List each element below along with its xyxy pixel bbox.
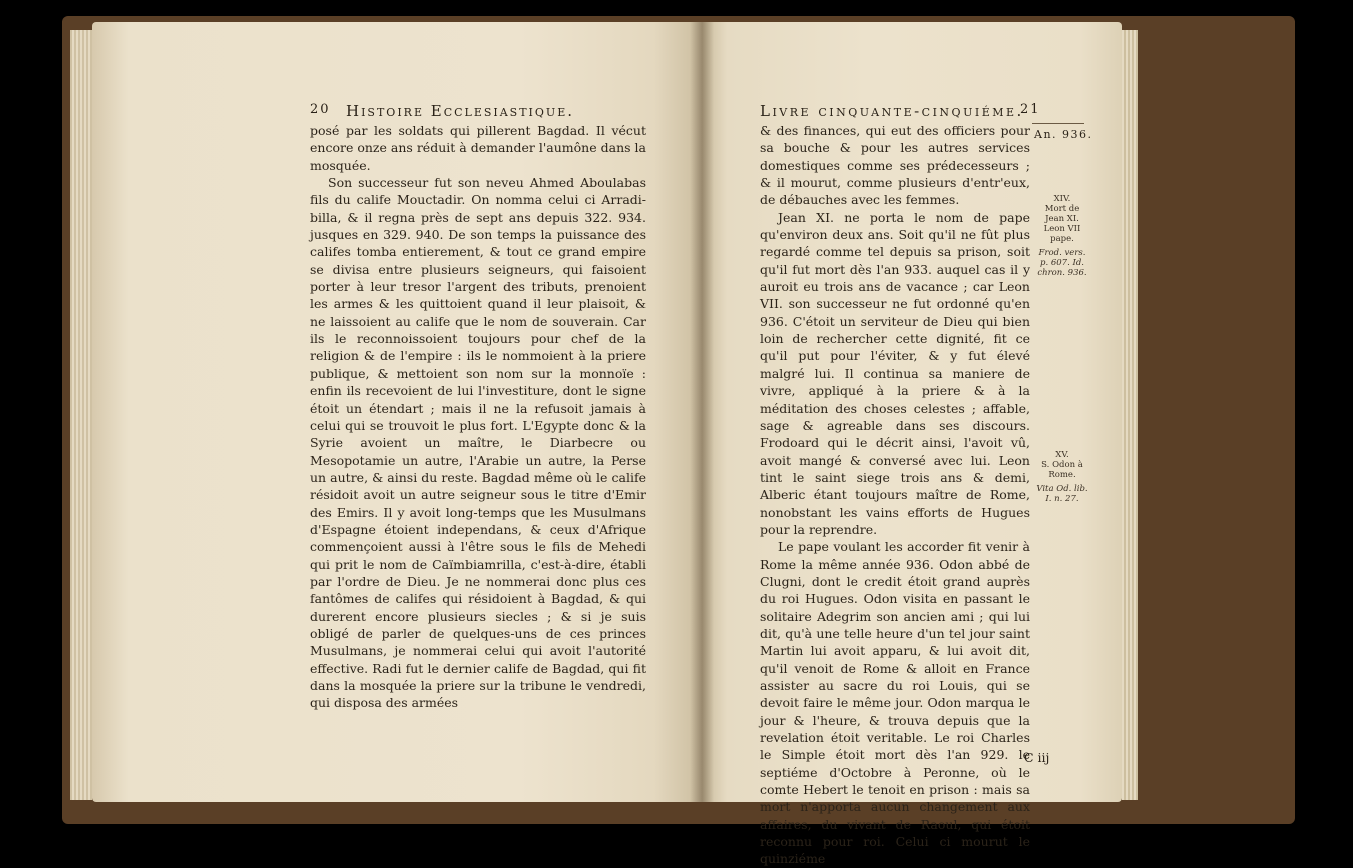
- right-folio: 21: [1020, 102, 1041, 117]
- left-paragraph-1: posé par les soldats qui pillerent Bagdad. Il vécut encore onze ans réduit à demander l'aumône dans la mosquée.: [310, 123, 646, 173]
- year-note: An. 936.: [1034, 128, 1093, 141]
- marginal-note-14-reference: Frod. vers. p. 607. Id. chron. 936.: [1037, 248, 1087, 278]
- right-body-text: [760, 122, 1030, 868]
- right-paragraph-2: Jean XI. ne porta le nom de pape qu'environ deux ans. Soit qu'il ne fût plus regardé comme tel depuis sa prison, soit qu'il fut mort dès l'an 933. auquel cas il y auroit eu trois ans de vacance ; car Leon VII. son successeur ne fut ordonné qu'en 936. C'étoit un serviteur de Dieu qui bien loin de rechercher cette dignité, fit ce qu'il put pour l'éviter, & y fut élevé malgré lui. Il continua sa maniere de vivre, appliqué à la priere & à la méditation des choses celestes ; affable, sage & agreable dans ses discours. Frodoard qui le décrit ainsi, l'avoit vû, avoit mangé & conversé avec lui. Leon tint le saint siege trois ans & demi, Alberic étant toujours maître de Rome, nonobstant les vains efforts de Hugues pour la reprendre.: [760, 209, 1030, 537]
- right-paragraph-1: & des finances, qui eut des officiers pour sa bouche & pour les autres services domestiques comme ses prédecesseurs ; & il mourut, comme plusieurs d'entr'eux, de débauches avec les femmes.: [760, 123, 1030, 208]
- marginal-note-15-reference: Vita Od. lib. I. n. 27.: [1036, 484, 1088, 504]
- right-page: [702, 22, 1122, 867]
- marginal-note-15-title: S. Odon à Rome.: [1041, 460, 1083, 480]
- left-paragraph-2: Son successeur fut son neveu Ahmed Aboulabas fils du calife Mouctadir. On nomma celui ci Arradi-billa, & il regna près de sept ans depuis 322. 934. jusques en 329. 940. De son temps la puissance des califes tomba entierement, & tout ce grand empire se divisa entre plusieurs seigneurs, qui faisoient porter à leur tresor l'argent des tributs, prenoient les armes & les quittoient quand il leur plaisoit, & ne laissoient au calife que le nom de souverain. Car ils le reconnoissoient toujours pour chef de la religion & de l'empire : ils le nommoient à la priere publique, & mettoient son nom sur la monnoïe : enfin ils recevoient de lui l'investiture, dont le signe étoit un étendart ; mais il ne la refusoit jamais à celui qui se trouvoit le plus fort. L'Egypte donc & la Syrie avoient un maître, le Diarbecre ou Mesopotamie un autre, l'Arabie un autre, la Perse un autre, & ainsi du reste. Bagdad même où le calife résidoit avoit un autre seigneur sous le titre d'Emir des Emirs. Il y avoit long-temps que les Musulmans d'Espagne étoient independans, & ceux d'Afrique commençoient aussi à l'être sous le fils de Mehedi qui prit le nom de Caïmbiamrilla, c'est-à-dire, établi par l'ordre de Dieu. Je ne nommerai donc plus ces fantômes de califes qui résidoient à Bagdad, & qui durerent encore plusieurs siecles ; & si je suis obligé de parler de quelques-uns de ces princes Musulmans, je nommerai celui qui avoit l'autorité effective. Radi fut le dernier calife de Bagdad, qui fit dans la mosquée la priere sur la tribune le vendredi, qui disposa des armées: [310, 175, 646, 711]
- left-running-head: Histoire Ecclesiastique.: [346, 102, 574, 120]
- marginal-note-15: [1036, 450, 1088, 504]
- marginal-note-14-title: Mort de Jean XI. Leon VII pape.: [1043, 204, 1081, 244]
- page-edges-right: [1122, 30, 1138, 800]
- marginal-note-14-number: XIV.: [1053, 194, 1071, 204]
- book-gutter: [690, 22, 714, 802]
- page-edges-left: [70, 30, 92, 800]
- marginal-note-14: [1036, 194, 1088, 278]
- right-running-head: Livre cinquante-cinquiéme.: [760, 102, 1024, 120]
- left-page: [92, 22, 702, 802]
- year-rule: [1032, 123, 1084, 124]
- left-folio: 20: [310, 102, 331, 117]
- signature-mark: C iij: [1024, 750, 1050, 765]
- right-paragraph-3: Le pape voulant les accorder fit venir à Rome la même année 936. Odon abbé de Clugni, dont le credit étoit grand auprès du roi Hugues. Odon visita en passant le solitaire Adegrim son ancien ami ; qui lui dit, qu'à une telle heure d'un tel jour saint Martin lui avoit apparu, & lui avoit dit, qu'il venoit de Rome & alloit en France assister au sacre du roi Louis, qui se devoit faire le même jour. Odon marqua le jour & l'heure, & trouva depuis que la revelation étoit veritable. Le roi Charles le Simple étoit mort dès l'an 929. le septiéme d'Octobre à Peronne, où le comte Hebert le tenoit en prison : mais sa mort n'apporta aucun changement aux affaires, du vivant de Raoul, qui étoit reconnu pour roi. Celui ci mourut le quinziéme: [760, 539, 1030, 867]
- marginal-note-15-number: XV.: [1055, 450, 1069, 460]
- left-body-text: [310, 122, 646, 712]
